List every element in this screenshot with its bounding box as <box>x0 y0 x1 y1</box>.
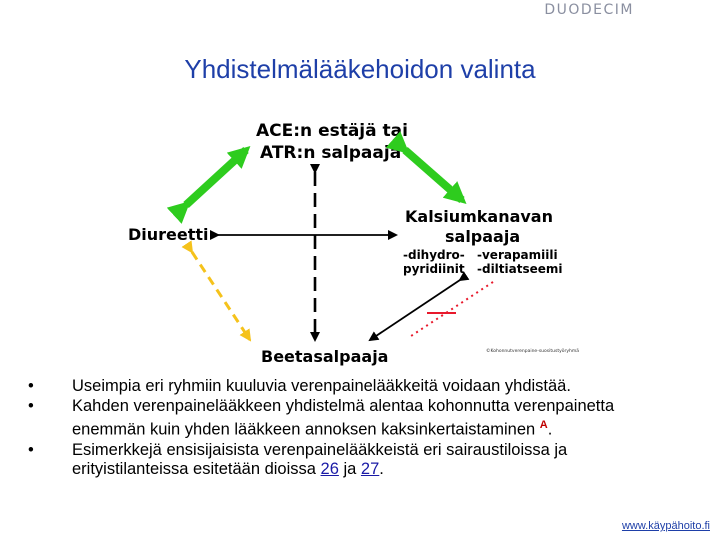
beta-blocker-label: Beetasalpaaja <box>261 347 389 366</box>
ace-atr-label-line1: ACE:n estäjä tai <box>256 121 408 141</box>
duodecim-logo: DUODECIM <box>544 2 634 18</box>
ace-atr-label-line2: ATR:n salpaaja <box>260 143 402 163</box>
diuretic-label: Diureetti <box>128 225 209 244</box>
bullet-text-end: . <box>379 459 384 478</box>
bullet-text: Useimpia eri ryhmiin kuuluvia verenpainelääkkeitä voidaan yhdistää. <box>72 377 571 395</box>
bullet-symbol: • <box>28 397 34 415</box>
verapamil-label: -verapamiili <box>477 248 558 262</box>
red-dotted-line-nondhp-beta <box>408 282 493 338</box>
bullet-item <box>28 441 688 479</box>
slide-title: Yhdistelmälääkehoidon valinta <box>184 54 536 84</box>
dihydropyridines-line2: pyridiinit <box>403 262 465 276</box>
bullet-list <box>28 377 688 480</box>
bullet-symbol: • <box>28 440 34 459</box>
slide-26-link[interactable]: 26 <box>320 459 339 478</box>
slide-27-link[interactable]: 27 <box>360 459 380 478</box>
bullet-text: Kahden verenpainelääkkeen yhdistelmä alentaa kohonnutta verenpainetta enemmän kuin yhden lääkkeen annoksen kaksinkertaistaminen <box>72 397 615 439</box>
bullet-symbol: • <box>28 377 34 395</box>
arrow-dhp-beta <box>370 280 460 340</box>
bullet-item <box>28 377 688 396</box>
bullet-text: Esimerkkejä ensisijaisista verenpainelääkkeistä eri sairaustiloissa ja erityistilanteissa esitetään dioissa <box>72 440 568 478</box>
diagram-copyright: ©Kohonnutverenpaine-suositustyöryhmä <box>486 349 580 354</box>
evidence-grade-badge: A <box>539 419 548 431</box>
bullet-text-middle: ja <box>338 459 361 478</box>
green-arrow-ace-ccb <box>405 150 462 200</box>
dihydropyridines-line1: -dihydro- <box>403 248 465 262</box>
bullet-item <box>28 397 688 440</box>
ccb-label-line2: salpaaja <box>445 227 521 246</box>
kaypahoito-link[interactable]: www.käypähoito.fi <box>621 520 710 532</box>
diltiazem-label: -diltiatseemi <box>477 262 563 276</box>
yellow-dashed-arrow-diuretic-beta <box>192 252 250 340</box>
bullet-text-end: . <box>547 420 553 439</box>
green-arrow-diuretic-ace <box>186 150 246 205</box>
ccb-label-line1: Kalsiumkanavan <box>405 207 553 226</box>
